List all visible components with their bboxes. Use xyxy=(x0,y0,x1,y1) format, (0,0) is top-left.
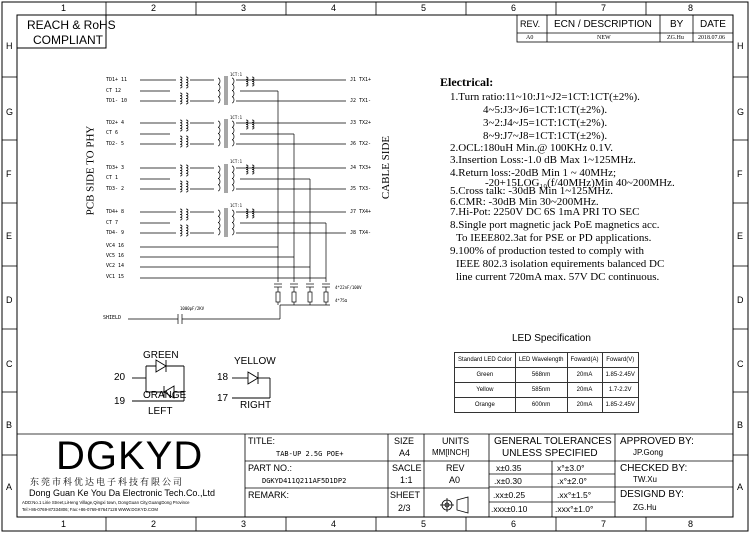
tolerances-title: GENERAL TOLERANCES xyxy=(494,436,612,447)
grid-row-label: G xyxy=(6,107,14,117)
grid-row-label: H xyxy=(6,41,13,51)
electrical-spec-line: line current 720mA max. 57V DC continuous. xyxy=(456,271,660,283)
left-pin-label: VC2 14 xyxy=(106,263,125,269)
led-spec-table xyxy=(454,352,639,413)
grid-col-label: 6 xyxy=(511,3,517,13)
tol-2-0: .xx±0.25 xyxy=(493,490,526,500)
right-label: RIGHT xyxy=(240,400,272,411)
approved-value: JP.Gong xyxy=(633,448,664,457)
left-pin-label: TD1- 10 xyxy=(106,98,128,104)
tol-1-0: .x±0.30 xyxy=(494,476,522,486)
remark-label: REMARK: xyxy=(248,490,290,500)
grid-row-label: H xyxy=(737,41,744,51)
led-cell: Yellow xyxy=(455,383,516,398)
left-pin-label: CT 1 xyxy=(106,175,119,181)
grid-col-label: 1 xyxy=(61,519,67,529)
rev-header: REV. xyxy=(520,19,541,29)
turns-ratio-label: 1CT:1 xyxy=(230,72,243,77)
electrical-spec-line: 8~9:J7~J8=1CT:1CT(±2%). xyxy=(483,130,608,142)
tolerances-subtitle: UNLESS SPECIFIED xyxy=(502,448,598,459)
grid-col-label: 2 xyxy=(151,519,157,529)
electrical-spec-line: IEEE 802.3 isolation equirements balanced DC xyxy=(456,258,665,270)
schematic xyxy=(128,76,346,324)
grid-col-label: 3 xyxy=(241,519,247,529)
right-pin-label: J3 TX2+ xyxy=(350,120,372,126)
led-cell: 1.7-2.2V xyxy=(602,383,638,398)
grid-col-label: 4 xyxy=(331,519,337,529)
electrical-spec-line: 6.CMR: -30dB Min 30~200MHz. xyxy=(450,196,599,208)
sheet-value: 2/3 xyxy=(398,503,411,513)
led-cell: 20mA xyxy=(567,368,602,383)
led-spec-title: LED Specification xyxy=(512,333,591,344)
tol-1-1: .x°±2.0° xyxy=(557,476,587,486)
orange-label: ORANGE xyxy=(143,390,187,401)
ecn-value: NEW xyxy=(597,35,611,41)
electrical-spec-line: -20+15LOG₁₀(f/40MHz)Min 40~200MHz. xyxy=(485,177,675,189)
pin-18: 18 xyxy=(217,372,229,383)
tol-0-1: x°±3.0° xyxy=(557,463,585,473)
grid-col-label: 3 xyxy=(241,3,247,13)
cable-side-label: CABLE SIDE xyxy=(380,135,393,200)
grid-col-label: 1 xyxy=(61,3,67,13)
checked-value: TW.Xu xyxy=(633,475,658,484)
reach-line2: COMPLIANT xyxy=(33,33,104,47)
pin-19: 19 xyxy=(114,396,126,407)
grid-col-label: 5 xyxy=(421,3,427,13)
left-pin-label: TD2- 5 xyxy=(106,141,125,147)
date-value: 2018.07.06 xyxy=(698,35,725,41)
electrical-spec-line: 3.Insertion Loss:-1.0 dB Max 1~125MHz. xyxy=(450,154,636,166)
left-pin-label: TD1+ 11 xyxy=(106,77,128,83)
electrical-spec-line: To IEEE802.3at for PSE or PD applications. xyxy=(456,232,652,244)
turns-ratio-label: 1CT:1 xyxy=(230,115,243,120)
designed-label: DESIGND BY: xyxy=(620,489,684,500)
right-pin-label: J2 TX1- xyxy=(350,98,372,104)
led-col-forward-v: Foward(V) xyxy=(602,353,638,368)
electrical-spec-line: 3~2:J4~J5=1CT:1CT(±2%). xyxy=(483,117,608,129)
part-label: PART NO.: xyxy=(248,463,293,473)
units-label: UNITS xyxy=(442,436,469,446)
electrical-spec-line: 9.100% of production tested to comply with xyxy=(450,245,644,257)
left-pin-label: TD3+ 3 xyxy=(106,165,125,171)
led-cell: 585nm xyxy=(515,383,567,398)
electrical-spec-line: 7.Hi-Pot: 2250V DC 6S 1mA PRI TO SEC xyxy=(450,206,640,218)
grid-row-label: D xyxy=(6,295,13,305)
led-cell: 20mA xyxy=(567,398,602,413)
tol-3-0: .xxx±0.10 xyxy=(491,504,528,514)
table-row xyxy=(455,383,639,398)
left-pin-label: TD4+ 8 xyxy=(106,209,125,215)
left-pin-label: CT 7 xyxy=(106,220,119,226)
grid-col-label: 7 xyxy=(601,519,607,529)
turns-ratio-label: 1CT:1 xyxy=(230,203,243,208)
left-pin-label: VC4 16 xyxy=(106,243,125,249)
left-pin-label: VC5 16 xyxy=(106,253,125,259)
ecn-header: ECN / DESCRIPTION xyxy=(554,19,652,30)
grid-row-label: F xyxy=(737,169,743,179)
led-cell: 600nm xyxy=(515,398,567,413)
led-cell: Green xyxy=(455,368,516,383)
date-header: DATE xyxy=(700,19,726,30)
rev-value: A0 xyxy=(526,35,534,41)
right-pin-label: J6 TX2- xyxy=(350,141,372,147)
company-contact: Tel:+86-0769-87334806; Fax:+86-0769-87647128 WWW.DGKYD.COM xyxy=(22,507,158,512)
grid-row-label: C xyxy=(6,359,13,369)
electrical-spec-line: 8.Single port magnetic jack PoE magnetics acc. xyxy=(450,219,660,231)
part-value: DGKYD411Q211AF5D1DP2 xyxy=(262,477,347,485)
left-pin-label: TD4- 9 xyxy=(106,230,125,236)
electrical-spec-line: 4~5:J3~J6=1CT:1CT(±2%). xyxy=(483,104,608,116)
company-name-cn: 东莞市科优达电子科技有限公司 xyxy=(30,477,185,487)
grid-row-label: E xyxy=(737,231,744,241)
approved-label: APPROVED BY: xyxy=(620,436,694,447)
table-row xyxy=(455,368,639,383)
scale-label: SACLE xyxy=(392,463,422,473)
grid-col-label: 7 xyxy=(601,3,607,13)
yellow-label: YELLOW xyxy=(234,356,276,367)
green-label: GREEN xyxy=(143,350,179,361)
company-name-en: Dong Guan Ke You Da Electronic Tech.Co.,Ltd xyxy=(29,488,215,498)
led-cell: 1.85-2.45V xyxy=(602,398,638,413)
rev-label: REV xyxy=(446,463,465,473)
company-address: ADD:No.1 Lirie Street,LiHeng Village,Qingxi town, DongGuan City,GuangDong Province xyxy=(22,500,190,505)
left-pin-label: CT 12 xyxy=(106,88,122,94)
units-value: MM[INCH] xyxy=(432,448,470,457)
right-pin-label: J4 TX3+ xyxy=(350,165,372,171)
grid-col-label: 5 xyxy=(421,519,427,529)
left-pin-label: CT 6 xyxy=(106,130,119,136)
res-label: 4*75Ω xyxy=(335,298,348,303)
electrical-spec-line: 4.Return loss:-20dB Min 1 ~ 40MHz; xyxy=(450,167,617,179)
shield-cap-label: 1000pF/2KV xyxy=(180,306,205,311)
pin-17: 17 xyxy=(217,393,229,404)
electrical-spec-line: 2.OCL:180uH Min.@ 100KHz 0.1V. xyxy=(450,142,614,154)
grid-row-label: G xyxy=(737,107,745,117)
sheet-label: SHEET xyxy=(390,490,421,500)
turns-ratio-label: 1CT:1 xyxy=(230,159,243,164)
tol-3-1: .xxx°±1.0° xyxy=(555,504,594,514)
right-pin-label: J7 TX4+ xyxy=(350,209,372,215)
cap-label: 4*22nF/100V xyxy=(335,285,362,290)
checked-label: CHECKED BY: xyxy=(620,463,688,474)
grid-col-label: 2 xyxy=(151,3,157,13)
led-col-color: Standard LED Color xyxy=(455,353,516,368)
grid-col-label: 6 xyxy=(511,519,517,529)
table-row xyxy=(455,398,639,413)
grid-col-label: 8 xyxy=(688,3,694,13)
reach-line1: REACH & RoHS xyxy=(27,18,116,32)
electrical-spec-line: 1.Turn ratio:11~10:J1~J2=1CT:1CT(±2%). xyxy=(450,91,640,103)
shield-label: SHIELD xyxy=(103,315,122,321)
led-cell: 20mA xyxy=(567,383,602,398)
grid-row-label: B xyxy=(6,420,13,430)
right-pin-label: J1 TX1+ xyxy=(350,77,372,83)
left-pin-label: TD3- 2 xyxy=(106,186,125,192)
led-cell: Orange xyxy=(455,398,516,413)
grid-row-label: E xyxy=(6,231,13,241)
size-value: A4 xyxy=(399,448,411,458)
led-cell: 568nm xyxy=(515,368,567,383)
by-value: ZG.Hu xyxy=(667,35,684,41)
left-pin-label: VC1 15 xyxy=(106,274,125,280)
led-col-forward-a: Foward(A) xyxy=(567,353,602,368)
tol-2-1: .xx°±1.5° xyxy=(557,490,592,500)
designed-value: ZG.Hu xyxy=(633,503,657,512)
grid-row-label: F xyxy=(6,169,12,179)
grid-col-label: 8 xyxy=(688,519,694,529)
electrical-title: Electrical: xyxy=(440,75,494,89)
grid-row-label: A xyxy=(737,482,744,492)
electrical-spec-line: 5.Cross talk: -30dB Min 1~125MHz. xyxy=(450,185,614,197)
left-label: LEFT xyxy=(148,406,173,417)
led-col-wavelength: LED Wavelength xyxy=(515,353,567,368)
right-pin-label: J8 TX4- xyxy=(350,230,372,236)
pin-20: 20 xyxy=(114,372,126,383)
right-pin-label: J5 TX3- xyxy=(350,186,372,192)
rev-block-value: A0 xyxy=(449,475,461,485)
left-pin-label: TD2+ 4 xyxy=(106,120,125,126)
by-header: BY xyxy=(670,19,684,30)
tol-0-0: x±0.35 xyxy=(496,463,522,473)
title-label: TITLE: xyxy=(248,436,276,446)
grid-row-label: B xyxy=(737,420,744,430)
grid-row-label: D xyxy=(737,295,744,305)
title-value: TAB-UP 2.5G POE+ xyxy=(276,450,344,458)
grid-row-label: C xyxy=(737,359,744,369)
company-logo: DGKYD xyxy=(56,434,204,478)
grid-col-label: 4 xyxy=(331,3,337,13)
size-label: SIZE xyxy=(394,436,415,446)
scale-value: 1:1 xyxy=(400,475,413,485)
pcb-side-label: PCB SIDE TO PHY xyxy=(84,125,97,216)
led-cell: 1.85-2.45V xyxy=(602,368,638,383)
grid-row-label: A xyxy=(6,482,13,492)
